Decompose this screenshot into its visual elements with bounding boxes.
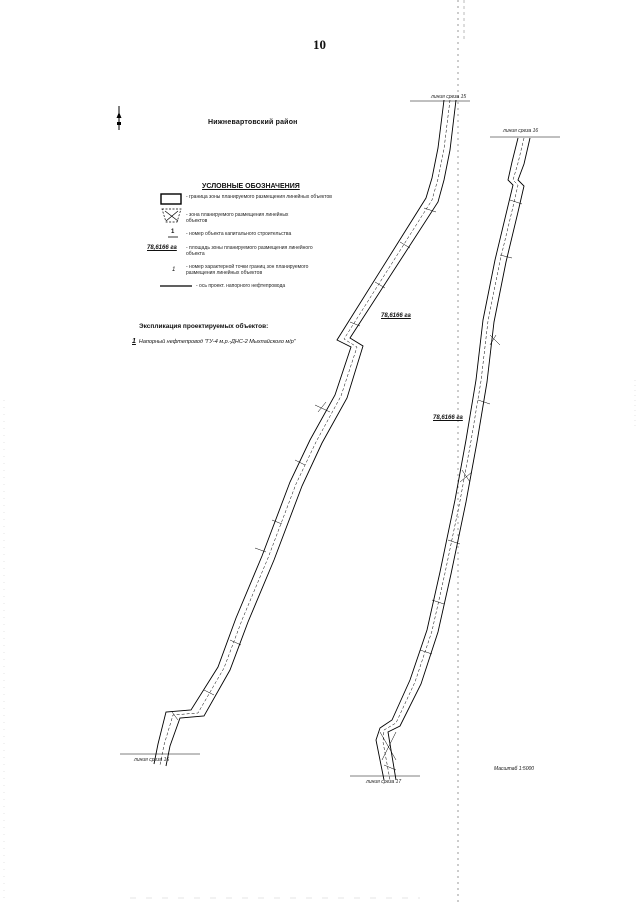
cut-line-label-bottom-right: линия среза 17 <box>366 779 402 785</box>
explication-item-name: Напорный нефтепровод "ГУ-4 м.р.-ДНС-2 Мыхпайского м/р" <box>138 339 296 345</box>
legend-item-point-number: - номер характерной точки границ зон планируемого размещения линейных объектов <box>186 264 309 276</box>
explication-item <box>132 338 296 345</box>
legend-item-zone: - зона планируемого размещения линейных объектов <box>186 212 289 224</box>
cut-line-label-top-right: линия среза 16 <box>503 128 539 134</box>
legend-title: УСЛОВНЫЕ ОБОЗНАЧЕНИЯ <box>202 183 300 190</box>
explication-title: Экспликация проектируемых объектов: <box>139 323 269 330</box>
map-scale: Масштаб 1:5000 <box>494 766 535 772</box>
area-label-left: 78,6166 га <box>381 313 411 319</box>
pipeline-corridor-right <box>376 138 530 780</box>
legend-key-area: 78,6166 га <box>147 245 177 251</box>
legend-boundary-symbol <box>161 194 181 204</box>
legend-item-object-number: - номер объекта капитального строительства <box>186 231 292 237</box>
cut-line-label-bottom-left: линия среза 16 <box>134 757 170 763</box>
legend-item-area: - площадь зоны планируемого размещения линейного объекта <box>186 245 313 257</box>
page-number: 10 <box>313 37 326 52</box>
corridor-right-hatching <box>380 200 522 770</box>
area-label-right: 78,6166 га <box>433 415 463 421</box>
legend-key-object-number: 1 <box>171 229 175 235</box>
cut-line-label-top-left: линия среза 15 <box>431 94 467 100</box>
legend-zone-symbol <box>162 209 181 222</box>
explication-item-number: 1 <box>132 338 136 345</box>
legend-item-axis: - ось проект. напорного нефтепровода <box>196 283 286 289</box>
legend-item-boundary: - граница зоны планируемого размещения линейных объектов <box>186 194 332 200</box>
north-arrow-icon <box>115 104 123 132</box>
district-title: Нижневартовский район <box>208 119 298 126</box>
legend-key-point-number: 1 <box>172 267 176 273</box>
